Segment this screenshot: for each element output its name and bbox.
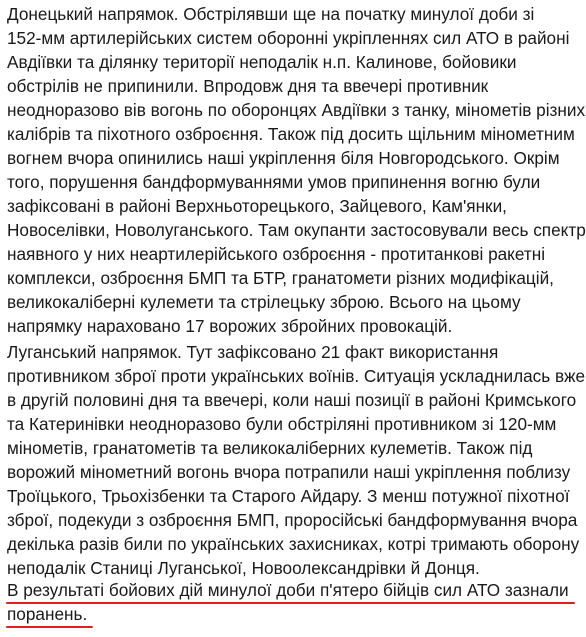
highlighted-text: В результаті бойових дій минулої доби п'ятеро бійців сил АТО зазнали xyxy=(7,580,569,600)
text-line: того, порушення бандформуваннями умов припинення вогню були xyxy=(7,172,541,192)
text-line: противником зброї проти українських воїнів. Ситуація ускладнилась вже xyxy=(7,366,586,386)
text-line: калібрів та піхотного озброєння. Також під досить щільним мінометним xyxy=(7,124,575,144)
text-line: 152-мм артилерійських систем оборонні укріпленнях сил АТО в районі xyxy=(7,28,570,48)
text-line: зафіксовані в районі Верхньоторецького, Зайцевого, Кам'янки, xyxy=(7,196,507,216)
text-line: декілька разів били по українських захисниках, котрі тримають оборону xyxy=(7,534,580,554)
text-line: Авдіївки та ділянку території неподалік н.п. Калинове, бойовики xyxy=(7,52,517,72)
highlighted-line xyxy=(7,602,579,626)
paragraph-luhansk xyxy=(7,340,586,580)
highlighted-line xyxy=(7,578,579,602)
text-line: обстрілів не припинили. Впродовж дня та ввечері противник xyxy=(7,76,489,96)
text-line: та Катеринівки неодноразово були обстріляні противником зі 120-мм xyxy=(7,414,557,434)
text-line: комплекси, озброєння БМП та БТР, гранатомети різних модифікацій, xyxy=(7,268,554,288)
text-line: неподалік Станиці Луганської, Новоолександрівки й Донця. xyxy=(7,558,480,578)
text-line: наявного у них неартилерійського озброєння - протитанкові ракетні xyxy=(7,244,546,264)
text-line: напрямку нараховано 17 ворожих збройних провокацій. xyxy=(7,316,453,336)
highlighted-text: поранень. xyxy=(7,604,88,624)
text-line: мінометів, гранатометів та великокаліберних кулеметів. Також під xyxy=(7,438,533,458)
text-line: Донецький напрямок. Обстрілявши ще на початку минулої доби зі xyxy=(7,4,535,24)
text-line: великокаліберні кулемети та стрілецьку зброю. Всього на цьому xyxy=(7,292,521,312)
text-line: вогнем вчора опинились наші укріплення біля Новгородського. Окрім xyxy=(7,148,560,168)
paragraph-casualties-highlighted xyxy=(7,578,579,626)
text-line: ворожий мінометний вогонь вчора потрапили наші укріплення поблизу xyxy=(7,462,571,482)
text-line: зброї, подекуди з озброєння БМП, проросійські бандформування вчора xyxy=(7,510,578,530)
paragraph-donetsk xyxy=(7,2,586,338)
text-line: Новоселівки, Новолуганського. Там окупанти застосовували весь спектр xyxy=(7,220,586,240)
text-line: в другій половині дня та ввечері, коли наші позиції в районі Кримського xyxy=(7,390,577,410)
text-line: Луганський напрямок. Тут зафіксовано 21 факт використання xyxy=(7,342,499,362)
text-line: Троїцького, Трьохізбенки та Старого Айдару. З менш потужної піхотної xyxy=(7,486,570,506)
text-line: неодноразово вів вогонь по оборонцях Авдіївки з танку, мінометів різних xyxy=(7,100,586,120)
